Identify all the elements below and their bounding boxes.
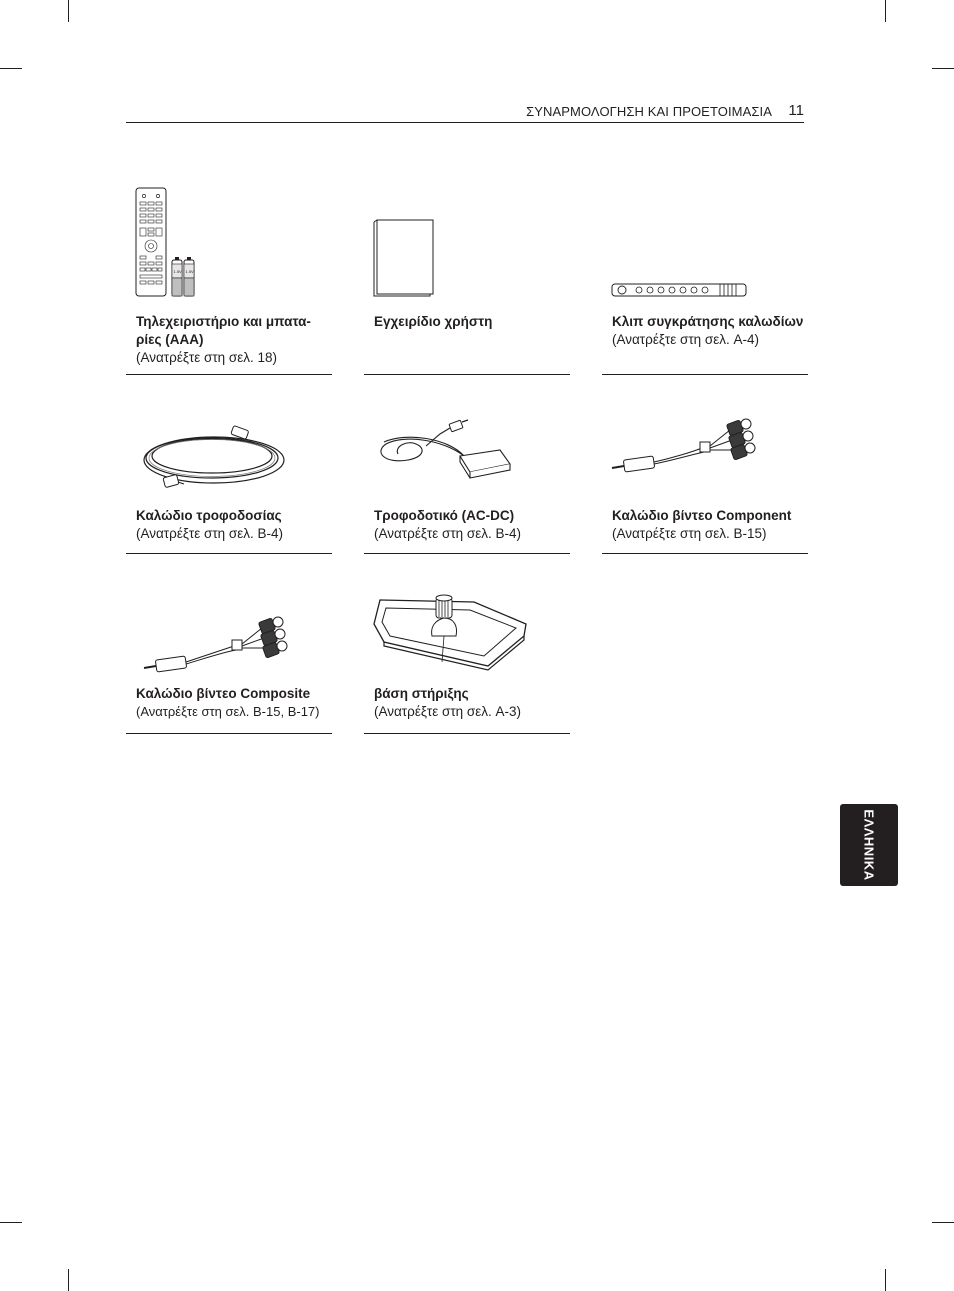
crop-mark [68,0,69,22]
item-name: Καλώδιο βίντεο Component [612,508,792,523]
item-page-reference: (Ανατρέξτε στη σελ. B-15, B-17) [136,704,320,719]
accessory-composite-cable [126,590,332,740]
item-divider [364,553,570,554]
remote-and-batteries-icon [126,180,332,305]
language-tab-label: ΕΛΛΗΝΙΚΑ [861,809,877,881]
accessory-adapter [364,410,570,560]
item-name: Κλιπ συγκράτησης καλωδίων [612,314,804,329]
item-caption [374,685,570,721]
item-divider [602,553,808,554]
item-name-continued: ρίες (AAA) [136,332,204,347]
language-tab [840,804,898,886]
stand-base-icon [364,590,570,680]
crop-mark [885,1269,886,1291]
item-caption [136,313,332,367]
item-divider [602,374,808,375]
item-caption [374,313,570,331]
item-caption [136,685,332,721]
user-manual-icon [364,180,570,305]
accessory-stand-base [364,590,570,740]
item-divider [364,733,570,734]
crop-mark [68,1269,69,1291]
item-name: βάση στήριξης [374,686,469,701]
item-name: Τηλεχειριστήριο και μπατα- [136,314,311,329]
item-page-reference: (Ανατρέξτε στη σελ. B-4) [136,526,284,541]
accessory-remote [126,180,332,380]
item-page-reference: (Ανατρέξτε στη σελ. B-4) [374,526,522,541]
item-name: Τροφοδοτικό (AC-DC) [374,508,515,523]
crop-mark [932,68,954,69]
item-page-reference: (Ανατρέξτε στη σελ. 18) [136,350,278,365]
item-divider [364,374,570,375]
item-caption [374,507,570,543]
item-divider [126,553,332,554]
item-caption [612,507,808,543]
item-page-reference: (Ανατρέξτε στη σελ. A-3) [374,704,522,719]
item-caption [612,313,808,349]
accessory-cable-holder [602,180,808,380]
item-divider [126,374,332,375]
page-header [126,100,804,123]
item-caption [136,507,332,543]
composite-cable-icon [126,590,332,680]
item-name: Εγχειρίδιο χρήστη [374,314,493,329]
cable-holder-icon [602,180,808,305]
crop-mark [932,1222,954,1223]
item-name: Καλώδιο τροφοδοσίας [136,508,282,523]
page-number: 11 [788,102,804,119]
svg-text:1.5V: 1.5V [173,269,182,274]
power-cord-icon [126,410,332,500]
svg-text:1.5V: 1.5V [185,269,194,274]
ac-dc-adapter-icon [364,410,570,500]
component-cable-icon [602,410,808,500]
item-name: Καλώδιο βίντεο Composite [136,686,311,701]
section-title: ΣΥΝΑΡΜΟΛΟΓΗΣΗ ΚΑΙ ΠΡΟΕΤΟΙΜΑΣΙΑ [526,104,772,119]
accessory-component-cable [602,410,808,560]
accessory-power-cord [126,410,332,560]
crop-mark [0,68,22,69]
item-divider [126,733,332,734]
accessory-manual [364,180,570,380]
crop-mark [0,1222,22,1223]
crop-mark [885,0,886,22]
item-page-reference: (Ανατρέξτε στη σελ. A-4) [612,332,760,347]
item-page-reference: (Ανατρέξτε στη σελ. B-15) [612,526,767,541]
